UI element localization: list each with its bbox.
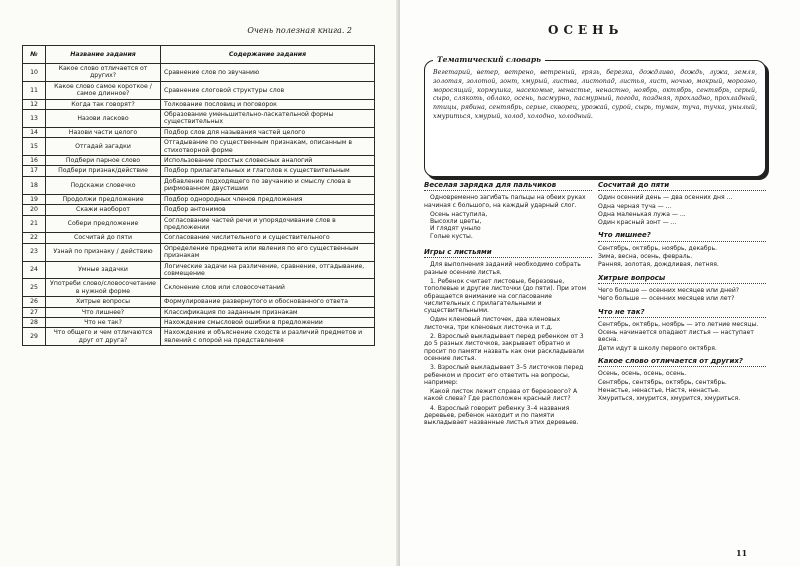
header-num: № [23, 46, 46, 64]
section-title: Что лишнее? [598, 232, 766, 241]
task-name: Подбери признак/действие [46, 166, 161, 176]
task-name: Назови части целого [46, 127, 161, 137]
task-name: Хитрые вопросы [46, 297, 161, 307]
task-description: Логические задачи на различение, сравнение, отгадывание, совмещение [161, 261, 375, 279]
table-header-row [23, 46, 375, 64]
exercise-line: Осень начинается опадают листья — наступает весна. [598, 329, 754, 344]
task-name: Сосчитай до пяти [46, 233, 161, 243]
row-number: 20 [23, 205, 46, 215]
table-row [23, 317, 375, 327]
right-page [400, 0, 800, 566]
task-name: Какое слово отличается от других? [46, 64, 161, 82]
row-number: 21 [23, 215, 46, 233]
task-description: Подбор прилагательных и глаголов к существительным [161, 166, 375, 176]
row-number: 26 [23, 297, 46, 307]
task-name: Употреби слово/словосочетание в нужной форме [46, 279, 161, 297]
paragraph: Какой листок лежит справа от березового? А какой слева? Где расположен красный лист? [424, 388, 578, 403]
row-number: 29 [23, 328, 46, 346]
row-number: 25 [23, 279, 46, 297]
vocabulary-box [424, 55, 766, 177]
table-row [23, 307, 375, 317]
task-description: Подбор однородных членов предложения [161, 194, 375, 204]
row-number: 23 [23, 243, 46, 261]
task-name: Какое слово самое короткое / самое длинное? [46, 81, 161, 99]
task-name: Что общего и чем отличаются друг от друга? [46, 328, 161, 346]
task-description: Подбор слов для называния частей целого [161, 127, 375, 137]
task-name: Умные задачки [46, 261, 161, 279]
task-name: Что лишнее? [46, 307, 161, 317]
left-column [424, 182, 592, 429]
task-description: Использование простых словесных аналогий [161, 156, 375, 166]
task-name: Подскажи словечко [46, 176, 161, 194]
exercise-line: Дети идут в школу первого октября. [598, 344, 717, 352]
table-row [23, 127, 375, 137]
row-number: 16 [23, 156, 46, 166]
page-title: ОСЕНЬ [548, 23, 624, 37]
row-number: 17 [23, 166, 46, 176]
table-row [23, 297, 375, 307]
exercise-line: Чего больше — осенних месяцев или лет? [598, 295, 735, 303]
vocabulary-title: Тематический словарь [433, 55, 545, 64]
tasks-table [22, 45, 375, 346]
task-description: Сравнение слов по звучанию [161, 64, 375, 82]
section-title: Хитрые вопросы [598, 275, 766, 284]
vocabulary-text: Вегетарий, ветер, ветрено, ветреный, грязь, березка, дождливо, дождь, лужа, земля, золотая, золотой, зонт, хмурый, листва, листопад, листья, лист, ночью, мокрый, морозно, моросящий, кормушка, насекомые, ненастье, ненастно, ноябрь, октябрь, сентябрь, серый, сыро, слякоть, облако, осень, пасмурно, пасмурный, погода, поздняя, прохладно, прохладный, птицы, рябина, сентябрь, серые, скворец, урожай, сурой, сырь, туман, туча, тучка, унылый, хмуриться, хмурый, холод, холодно, холодный. [433, 69, 757, 120]
task-name: Собери предложение [46, 215, 161, 233]
task-name: Узнай по признаку / действию [46, 243, 161, 261]
poem-line: Высохли цветы, [430, 218, 482, 226]
table-row [23, 156, 375, 166]
table-row [23, 110, 375, 128]
exercise-line: Одна черная туча — ... [598, 202, 672, 210]
table-row [23, 261, 375, 279]
task-description: Сравнение слоговой структуры слов [161, 81, 375, 99]
table-row [23, 176, 375, 194]
exercise-instruction: Одновременно загибать пальцы на обеих руках начиная с большого, на каждый ударный слог. [424, 194, 586, 209]
paragraph: 4. Взрослый говорит ребенку 3–4 названия деревьев, ребенок находит и по памяти выкладывает названные листья этих деревьев. [424, 404, 579, 427]
row-number: 22 [23, 233, 46, 243]
header-desc: Содержание задания [161, 46, 375, 64]
row-number: 13 [23, 110, 46, 128]
paragraph: Один кленовый листочек, два кленовых листочка, три кленовых листочка и т.д. [424, 316, 561, 331]
table-row [23, 81, 375, 99]
task-description: Согласование числительного и существительного [161, 233, 375, 243]
section-title: Веселая зарядка для пальчиков [424, 182, 592, 191]
exercise-line: Один осенний день — два осенних дня ... [598, 194, 733, 202]
table-row [23, 215, 375, 233]
paragraph: Для выполнения заданий необходимо собрать разные осенние листья. [424, 261, 581, 276]
row-number: 27 [23, 307, 46, 317]
table-row [23, 233, 375, 243]
exercise-line: Ненастье, ненастье, Настя, ненастье. [598, 386, 721, 394]
task-name: Скажи наоборот [46, 205, 161, 215]
right-column [598, 182, 766, 404]
table-row [23, 205, 375, 215]
running-head: Очень полезная книга. 2 [247, 26, 352, 35]
task-name: Когда так говорят? [46, 99, 161, 109]
exercise-line: Ранняя, золотая, дождливая, летняя. [598, 261, 719, 269]
table-row [23, 99, 375, 109]
table-row [23, 243, 375, 261]
task-description: Добавление подходящего по звучанию и смыслу слова в рифмованном двустишии [161, 176, 375, 194]
task-description: Определение предмета или явления по его существенным признакам [161, 243, 375, 261]
poem-line: Осень наступила, [430, 210, 488, 218]
task-description: Нахождение и объяснение сходств и различий предметов и явлений с опорой на представления [161, 328, 375, 346]
row-number: 14 [23, 127, 46, 137]
table-row [23, 64, 375, 82]
section-title: Какое слово отличается от других? [598, 358, 766, 367]
task-description: Нахождение смысловой ошибки в предложении [161, 317, 375, 327]
section-title: Игры с листьями [424, 249, 592, 258]
task-name: Подбери парное слово [46, 156, 161, 166]
section-title: Что не так? [598, 309, 766, 318]
row-number: 11 [23, 81, 46, 99]
table-row [23, 194, 375, 204]
task-description: Склонение слов или словосочетаний [161, 279, 375, 297]
task-description: Классификация по заданным признакам [161, 307, 375, 317]
exercise-line: Сентябрь, октябрь, ноябрь — это летние месяцы. [598, 320, 759, 328]
row-number: 10 [23, 64, 46, 82]
paragraph: 1. Ребенок считает листовые, березовые, тополевые и другие листочки (до пяти). При этом обращается внимание на согласование числительных с прилагательными и существительными. [424, 277, 587, 315]
task-name: Отгадай загадки [46, 138, 161, 156]
poem-stanza [430, 211, 592, 240]
exercise-line: Одна маленькая лужа — ... [598, 210, 686, 218]
exercise-line: Сентябрь, октябрь, ноябрь, декабрь. [598, 244, 718, 252]
paragraph: 3. Взрослый выкладывает 3–5 листочков перед ребенком и просит его ответить на вопросы, например: [424, 364, 584, 386]
row-number: 12 [23, 99, 46, 109]
poem-line: Голые кусты. [430, 232, 473, 240]
task-description: Отгадывание по существенным признакам, описанным в стихотворной форме [161, 138, 375, 156]
row-number: 28 [23, 317, 46, 327]
task-description: Толкование пословиц и поговорок [161, 99, 375, 109]
row-number: 24 [23, 261, 46, 279]
task-name: Что не так? [46, 317, 161, 327]
header-task: Название задания [46, 46, 161, 64]
task-name: Назови ласково [46, 110, 161, 128]
paragraph: 2. Взрослый выкладывает перед ребенком от 3 до 5 разных листочков, закрывает обратно и просит по памяти назвать как они раскладывали осенние листья. [424, 333, 584, 362]
task-description: Подбор антонимов [161, 205, 375, 215]
task-description: Формулирование развернутого и обоснованного ответа [161, 297, 375, 307]
table-row [23, 138, 375, 156]
exercise-line: Чего больше — осенних месяцев или дней? [598, 286, 740, 294]
task-name: Продолжи предложение [46, 194, 161, 204]
page-number: 11 [736, 548, 748, 558]
table-body [23, 64, 375, 346]
exercise-line: Один красный зонт — ... [598, 219, 677, 227]
table-row [23, 279, 375, 297]
table-row [23, 328, 375, 346]
exercise-line: Сентябрь, сентябрь, октябрь, сентябрь. [598, 378, 727, 386]
section-title: Сосчитай до пяти [598, 182, 766, 191]
table-row [23, 166, 375, 176]
exercise-line: Осень, осень, осень, осень. [598, 370, 687, 378]
row-number: 18 [23, 176, 46, 194]
exercise-line: Зима, весна, осень, февраль. [598, 253, 693, 261]
task-description: Образование уменьшительно-ласкательной формы существительных [161, 110, 375, 128]
row-number: 15 [23, 138, 46, 156]
row-number: 19 [23, 194, 46, 204]
task-description: Согласование частей речи и упорядочивание слов в предложении [161, 215, 375, 233]
poem-line: И глядят уныло [430, 225, 481, 233]
exercise-line: Хмуриться, хмурится, хмурится, хмуриться. [598, 395, 741, 403]
